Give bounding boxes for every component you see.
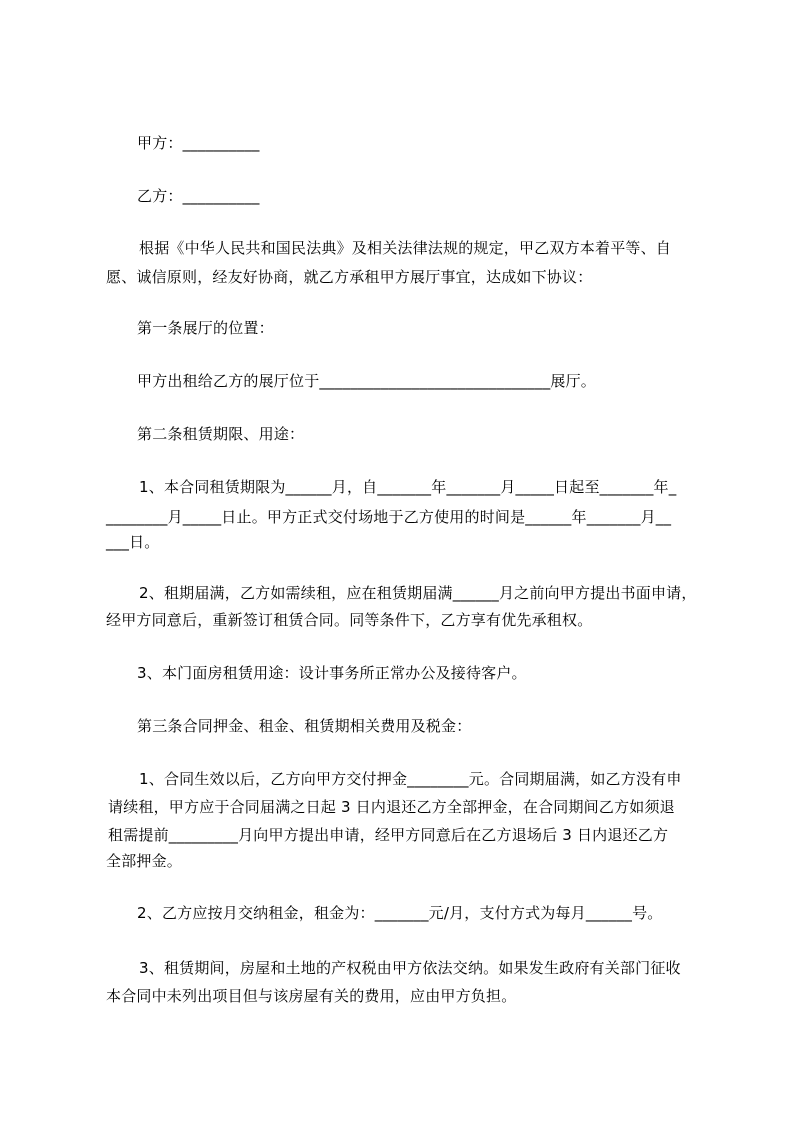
party-b-line: 乙方：__________ [137,187,260,205]
article3-item1-line-4: 全部押金。 [106,852,183,870]
article3-item3-line-2: 本合同中未列出项目但与该房屋有关的费用，应由甲方负担。 [106,987,517,1005]
article3-item2: 2、乙方应按月交纳租金，租金为：_______元/月，支付方式为每月______号。 [137,904,663,922]
article2-item2-line-1: 2、租期届满，乙方如需续租，应在租赁期届满______月之前向甲方提出书面申请， [139,584,697,602]
article3-item1-line-2: 请续租，甲方应于合同届满之日起 3 日内退还乙方全部押金，在合同期间乙方如须退 [108,798,675,816]
article2-item1-line-2: ________月_____日止。甲方正式交付场地于乙方使用的时间是______年_______月__ [106,508,672,526]
party-a-line: 甲方：__________ [137,134,260,152]
article3-item3-line-1: 3、租赁期间，房屋和土地的产权税由甲方依法交纳。如果发生政府有关部门征收 [139,959,681,977]
article2-item1-line-3: ___日。 [106,533,160,551]
article2-item2-line-2: 经甲方同意后，重新签订租赁合同。同等条件下，乙方享有优先承租权。 [106,611,593,629]
article3-item1-line-1: 1、合同生效以后，乙方向甲方交付押金________元。合同期届满，如乙方没有申 [139,770,682,788]
article2-item1-line-1: 1、本合同租赁期限为______月，自_______年_______月_____日起至_______年_ [139,478,677,496]
article1-heading: 第一条展厅的位置： [137,319,274,337]
preamble-line-1: 根据《中华人民共和国民法典》及相关法律法规的规定，甲乙双方本着平等、自 [139,239,672,257]
article3-heading: 第三条合同押金、租金、租赁期相关费用及税金： [137,717,472,735]
article3-item1-line-3: 租需提前_________月向甲方提出申请，经甲方同意后在乙方退场后 3 日内退还乙方 [108,826,669,844]
article2-heading: 第二条租赁期限、用途： [137,425,305,443]
preamble-line-2: 愿、诚信原则，经友好协商，就乙方承租甲方展厅事宜，达成如下协议： [106,268,593,286]
article2-item3: 3、本门面房租赁用途：设计事务所正常办公及接待客户。 [137,664,527,682]
article1-text: 甲方出租给乙方的展厅位于______________________________展厅。 [137,372,597,390]
